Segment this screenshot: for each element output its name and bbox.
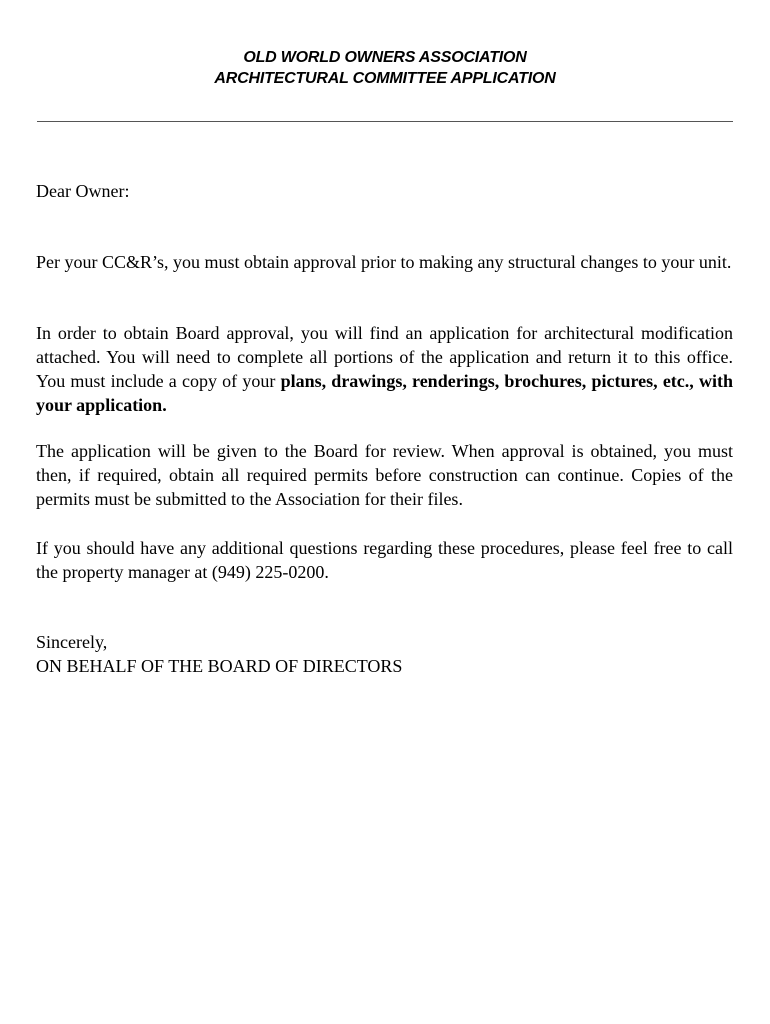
- paragraph-contact-info: If you should have any additional questions regarding these procedures, please feel free to call the property manager at (949) 225-0200.: [36, 538, 733, 582]
- header-divider: [37, 121, 733, 122]
- required-documents-emphasis: plans, drawings, renderings, brochures, pictures, etc., with your application.: [36, 371, 733, 415]
- paragraph-application-instructions: [36, 321, 733, 417]
- paragraph-application-text: In order to obtain Board approval, you will find an application for architectural modification attached. You will need to complete all portions of the application and return it to this office. You must include a copy of your: [36, 323, 733, 391]
- letter-closing: [36, 630, 733, 678]
- document-header: [0, 47, 770, 89]
- association-name: OLD WORLD OWNERS ASSOCIATION: [243, 49, 527, 66]
- paragraph-approval-requirement: Per your CC&R’s, you must obtain approval prior to making any structural changes to your unit.: [36, 252, 732, 272]
- salutation: Dear Owner:: [36, 181, 130, 201]
- closing-salutation: Sincerely,: [36, 632, 108, 652]
- signature-line: ON BEHALF OF THE BOARD OF DIRECTORS: [36, 656, 403, 676]
- application-title: ARCHITECTURAL COMMITTEE APPLICATION: [214, 70, 556, 87]
- paragraph-board-review: The application will be given to the Board for review. When approval is obtained, you must then, if required, obtain all required permits before construction can continue. Copies of the permits must be submitted to the Association for their files.: [36, 441, 733, 509]
